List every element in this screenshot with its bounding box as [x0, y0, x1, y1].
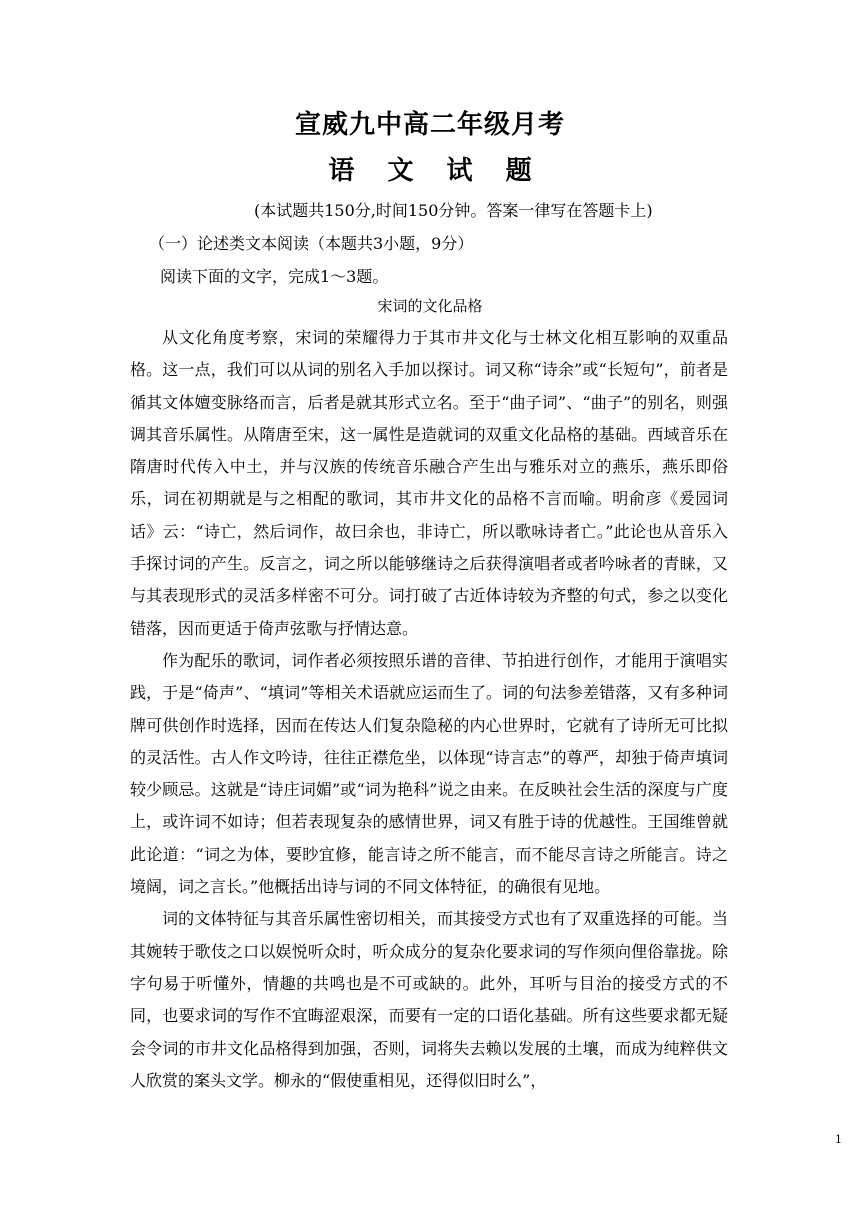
exam-title: 宣威九中高二年级月考 — [294, 110, 565, 140]
page-number: 1 — [835, 1133, 842, 1146]
article-paragraph-2: 作为配乐的歌词，词作者必须按照乐谱的音律、节拍进行创作，才能用于演唱实践，于是“倚声”、“填词”等相关术语就应运而生了。词的句法参差错落，又有多种词牌可供创作时选择，因而在传达人们复杂隐秘的内心世界时，它就有了诗所无可比拟的灵活性。古人作文吟诗，往往正襟危坐，以体现“诗言志”的尊严，却独于倚声填词较少顾忌。这就是“诗庄词媚”或“词为艳科”说之由来。在反映社会生活的深度与广度上，或许词不如诗；但若表现复杂的感情世界，词又有胜于诗的优越性。王国维曾就此论道：“词之为体，要眇宜修，能言诗之所不能言，而不能尽言诗之所能言。诗之境阔，词之言长。”他概括出诗与词的不同文体特征，的确很有见地。 — [130, 650, 728, 897]
exam-note: (本试题共150分,时间150分钟。答案一律写在答题卡上) — [254, 201, 653, 220]
subject-title: 语 文 试 题 — [328, 156, 544, 186]
article-paragraph-1: 从文化角度考察，宋词的荣耀得力于其市井文化与士林文化相互影响的双重品格。这一点，我们可以从词的别名入手加以探讨。词又称“诗余”或“长短句”，前者是循其文体嬗变脉络而言，后者是就其形式立名。至于“曲子词”、“曲子”的别名，则强调其音乐属性。从隋唐至宋，这一属性是造就词的双重文化品格的基础。西域音乐在隋唐时代传入中土，并与汉族的传统音乐融合产生出与雅乐对立的燕乐，燕乐即俗乐，词在初期就是与之相配的歌词，其市井文化的品格不言而喻。明俞彦《爰园词话》云：“诗亡，然后词作，故曰余也，非诗亡，所以歌咏诗者亡。”此论也从音乐入手探讨词的产生。反言之，词之所以能够继诗之后获得演唱者或者吟咏者的青睐，又与其表现形式的灵活多样密不可分。词打破了古近体诗较为齐整的句式，参之以变化错落，因而更适于倚声弦歌与抒情达意。 — [130, 328, 728, 638]
article-paragraph-3: 词的文体特征与其音乐属性密切相关，而其接受方式也有了双重选择的可能。当其婉转于歌伎之口以娱悦听众时，听众成分的复杂化要求词的写作须向俚俗靠拢。除字句易于听懂外，情趣的共鸣也是不可或缺的。此外，耳听与目治的接受方式的不同，也要求词的写作不宜晦涩艰深，而要有一定的口语化基础。所有这些要求都无疑会令词的市井文化品格得到加强，否则，词将失去赖以发展的土壤，而成为纯粹供文人欣赏的案头文学。柳永的“假使重相见，还得似旧时么”， — [130, 909, 728, 1090]
article-body — [130, 322, 728, 1097]
article-title: 宋词的文化品格 — [377, 297, 483, 315]
reading-instruction: 阅读下面的文字，完成1～3题。 — [160, 267, 389, 286]
section-heading: （一）论述类文本阅读（本题共3小题，9分） — [149, 234, 474, 253]
